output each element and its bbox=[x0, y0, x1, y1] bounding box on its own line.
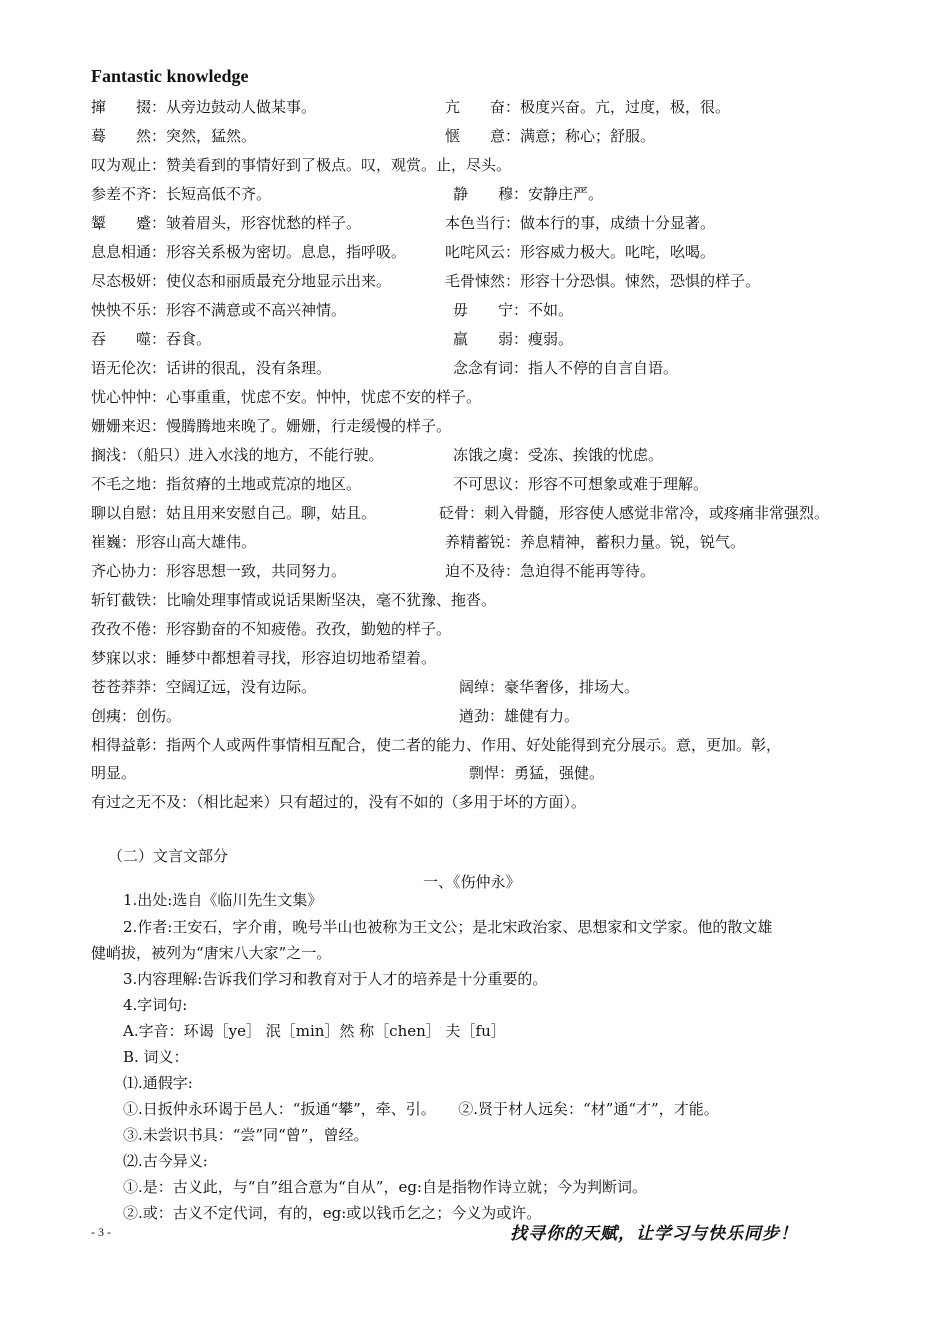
vocab-entry-right: 静 穆：安静庄严。 bbox=[453, 185, 604, 203]
vocab-entry-right: 砭骨：刺入骨髓，形容使人感觉非常冷，或疼痛非常强烈。 bbox=[439, 504, 830, 522]
section-heading: （二）文言文部分 bbox=[108, 847, 229, 865]
vocab-entry-left: 搁浅：（船只）进入水浅的地方，不能行驶。 bbox=[91, 446, 384, 464]
vocab-entry-left: 颦 蹙：皱着眉头，形容忧愁的样子。 bbox=[91, 214, 362, 232]
vocab-entry-right: 剽悍：勇猛，强健。 bbox=[469, 764, 605, 782]
vocab-entry-left: 息息相通：形容关系极为密切。息息，指呼吸。 bbox=[91, 243, 407, 261]
vocab-entry-left: 梦寐以求：睡梦中都想着寻找，形容迫切地希望着。 bbox=[91, 649, 437, 667]
vocab-entry-left: 姗姗来迟：慢腾腾地来晚了。姗姗，行走缓慢的样子。 bbox=[91, 417, 452, 435]
vocab-entry-right: 阔绰：豪华奢侈，排场大。 bbox=[459, 678, 640, 696]
lesson-line: 3.内容理解:告诉我们学习和教育对于人才的培养是十分重要的。 bbox=[123, 970, 548, 988]
page-number: - 3 - bbox=[91, 1225, 111, 1239]
vocab-entry-left: 尽态极妍：使仪态和丽质最充分地显示出来。 bbox=[91, 272, 392, 290]
lesson-line: ①.日扳仲永环谒于邑人：“扳通“攀”，牵、引。 ②.贤于材人远矣：“材”通“才”，才能。 bbox=[123, 1100, 719, 1118]
vocab-entry-left: 忧心忡忡：心事重重，忧虑不安。忡忡，忧虑不安的样子。 bbox=[91, 388, 482, 406]
vocab-entry-left: 斩钉截铁：比喻处理事情或说话果断坚决，毫不犹豫、拖沓。 bbox=[91, 591, 497, 609]
vocab-entry-left: 创痍：创伤。 bbox=[91, 707, 182, 725]
vocab-entry-right: 养精蓄锐：养息精神，蓄积力量。锐，锐气。 bbox=[445, 533, 746, 551]
section-title: Fantastic knowledge bbox=[91, 66, 249, 86]
vocab-entry-left: 孜孜不倦：形容勤奋的不知疲倦。孜孜，勤勉的样子。 bbox=[91, 620, 452, 638]
vocab-entry-left: 吞 噬：吞食。 bbox=[91, 330, 212, 348]
vocab-entry-right: 遒劲：雄健有力。 bbox=[459, 707, 580, 725]
lesson-line: A.字音：环谒［ye］ 泯［min］然 称［chen］ 夫［fu］ bbox=[123, 1022, 506, 1040]
vocab-entry-left: 参差不齐：长短高低不齐。 bbox=[91, 185, 272, 203]
lesson-line: ①.是：古义此，与“自”组合意为“自从”，eg:自是指物作诗立就；今为判断词。 bbox=[123, 1178, 647, 1196]
vocab-entry-left: 叹为观止：赞美看到的事情好到了极点。叹，观赏。止，尽头。 bbox=[91, 156, 512, 174]
vocab-entry-left: 明显。 bbox=[91, 764, 137, 782]
vocab-entry-right: 不可思议：形容不可想象或难于理解。 bbox=[453, 475, 709, 493]
lesson-line: ⑴.通假字: bbox=[123, 1074, 193, 1092]
lesson-line: 4.字词句: bbox=[123, 996, 188, 1014]
vocab-entry-left: 齐心协力：形容思想一致，共同努力。 bbox=[91, 562, 347, 580]
vocab-entry-right: 羸 弱：瘦弱。 bbox=[453, 330, 574, 348]
vocab-entry-right: 迫不及待：急迫得不能再等待。 bbox=[445, 562, 656, 580]
lesson-line: 2.作者:王安石，字介甫，晚号半山也被称为王文公；是北宋政治家、思想家和文学家。他的散文雄 bbox=[123, 918, 773, 936]
lesson-line: ③.未尝识书具：“尝”同“曾”，曾经。 bbox=[123, 1126, 369, 1144]
vocab-entry-right: 叱咤风云：形容威力极大。叱咤，吆喝。 bbox=[445, 243, 716, 261]
vocab-entry-left: 崔巍：形容山高大雄伟。 bbox=[91, 533, 257, 551]
vocab-entry-right: 毋 宁：不如。 bbox=[453, 301, 574, 319]
vocab-entry-right: 冻饿之虞：受冻、挨饿的忧虑。 bbox=[453, 446, 664, 464]
footer-slogan: 找寻你的天赋，让学习与快乐同步！ bbox=[510, 1224, 798, 1244]
vocab-entry-left: 有过之无不及：（相比起来）只有超过的，没有不如的（多用于坏的方面）。 bbox=[91, 793, 587, 811]
vocab-entry-left: 相得益彰：指两个人或两件事情相互配合，使二者的能力、作用、好处能得到充分展示。意，更加。彰， bbox=[91, 736, 782, 754]
lesson-title: 一、《伤仲永》 bbox=[423, 873, 521, 891]
vocab-entry-right: 亢 奋：极度兴奋。亢，过度，极，很。 bbox=[445, 98, 731, 116]
vocab-entry-left: 撺 掇：从旁边鼓动人做某事。 bbox=[91, 98, 317, 116]
vocab-entry-left: 苍苍莽莽：空阔辽远，没有边际。 bbox=[91, 678, 317, 696]
vocab-entry-right: 毛骨悚然：形容十分恐惧。悚然，恐惧的样子。 bbox=[445, 272, 761, 290]
vocab-entry-left: 语无伦次：话讲的很乱，没有条理。 bbox=[91, 359, 332, 377]
vocab-entry-right: 惬 意：满意；称心；舒服。 bbox=[445, 127, 656, 145]
vocab-entry-right: 本色当行：做本行的事，成绩十分显著。 bbox=[445, 214, 716, 232]
vocab-entry-left: 蓦 然：突然，猛然。 bbox=[91, 127, 257, 145]
lesson-line: 1.出处:选自《临川先生文集》 bbox=[123, 891, 323, 909]
lesson-line: 健峭拔，被列为“唐宋八大家”之一。 bbox=[91, 944, 332, 962]
lesson-line: ②.或：古义不定代词，有的，eg:或以钱币乞之；今义为或许。 bbox=[123, 1204, 542, 1222]
lesson-line: B. 词义： bbox=[123, 1048, 189, 1066]
vocab-entry-left: 不毛之地：指贫瘠的土地或荒凉的地区。 bbox=[91, 475, 362, 493]
vocab-entry-left: 聊以自慰：姑且用来安慰自己。聊，姑且。 bbox=[91, 504, 377, 522]
lesson-line: ⑵.古今异义: bbox=[123, 1152, 208, 1170]
vocab-entry-right: 念念有词：指人不停的自言自语。 bbox=[453, 359, 679, 377]
vocab-entry-left: 怏怏不乐：形容不满意或不高兴神情。 bbox=[91, 301, 347, 319]
